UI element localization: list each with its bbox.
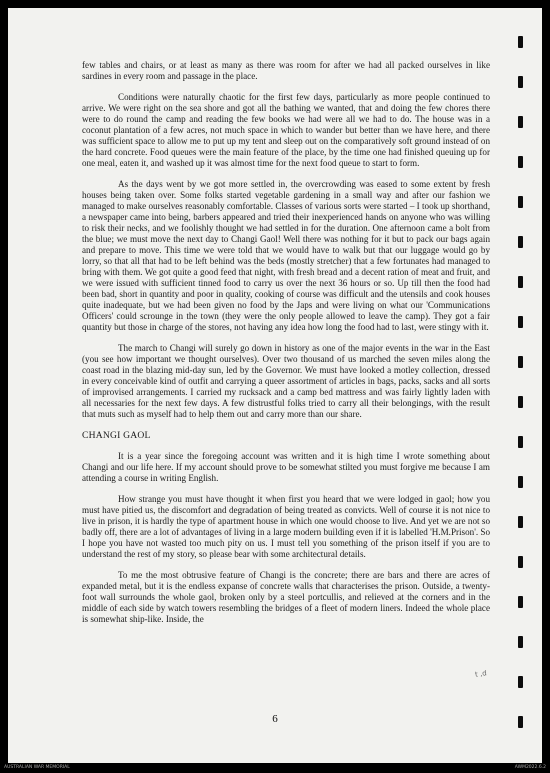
margin-note: t ,d <box>474 669 488 679</box>
archive-name: AUSTRALIAN WAR MEMORIAL <box>4 765 70 770</box>
paragraph-4: The march to Changi will surely go down in history as one of the major events in the war in the East (you see how important we thought ourselves). Over two thousand of us marched the seven miles along the coast road in the blazing mid-day sun, led by the Governor. We must have looked a motley collection, dressed in every conceivable kind of outfit and carrying a queer assortment of articles in bags, packs, sacks and all sorts of improvised arrangements. I carried my rucksack and a camp bed mattress and was fairly lightly laden with all necessaries for the next few days. A few distrustful folks tried to carry all their belongings, with the result that muts such as myself had to help them out and carry more than our share. <box>82 343 490 419</box>
binding-hole <box>518 156 523 168</box>
binding-hole <box>518 356 523 368</box>
section-heading: CHANGI GAOL <box>82 430 151 441</box>
binding-hole <box>518 196 523 208</box>
binding-hole <box>518 516 523 528</box>
page-number: 6 <box>272 713 278 725</box>
page-body <box>82 60 490 635</box>
paragraph-5: It is a year since the foregoing account was written and it is high time I wrote something about Changi and our life here. If my account should prove to be somewhat stilted you must forgive me because I am attending a course in writing English. <box>82 451 490 483</box>
paragraph-6: How strange you must have thought it when first you heard that we were lodged in gaol; how you must have pitied us, the discomfort and degradation of being treated as convicts. Well of course it is not nice to live in prison, it is hardly the type of apartment house in which one would choose to live. And yet we are not so badly off, there are a lot of advantages of living in a large modern building even if it is labelled 'H.M.Prison'. So I hope you have not wasted too much pity on us. I must tell you something of the prison itself if you are to understand the rest of my story, so please bear with some architectural details. <box>82 494 490 559</box>
binding-hole <box>518 236 523 248</box>
binding-hole <box>518 116 523 128</box>
binding-hole <box>518 676 523 688</box>
binding-hole <box>518 436 523 448</box>
binding-hole <box>518 556 523 568</box>
binding-hole <box>518 476 523 488</box>
paragraph-1: few tables and chairs, or at least as many as there was room for after we had all packed ourselves in like sardines in every room and passage in the place. <box>82 60 490 81</box>
binding-hole <box>518 76 523 88</box>
paragraph-7: To me the most obtrusive feature of Changi is the concrete; there are bars and there are acres of expanded metal, but it is the endless expanse of concrete walls that characterises the prison. Outside, a twenty-foot wall surrounds the whole gaol, broken only by a steel portcullis, and relieved at the corners and in the middle of each side by watch towers resembling the bridges of a fleet of modern liners. Indeed the whole place is somewhat ship-like. Inside, the <box>82 570 490 624</box>
binding-hole <box>518 316 523 328</box>
archive-reference: AWM2022.6.2 <box>514 765 546 770</box>
paragraph-2: Conditions were naturally chaotic for the first few days, particularly as more people continued to arrive. We were right on the sea shore and got all the bathing we wanted, that and doing the few chores there were to do round the camp and reading the few books we had were all we had to do. The house was in a coconut plantation of a few acres, not much space in which to wander but better than we have here, and there was sufficient space to allow me to put up my tent and sleep out on the comparatively soft ground instead of on the hard concrete. Food queues were the main feature of the place, by the time one had finished queuing up for one meal, eaten it, and washed up it was almost time for the next food queue to start to form. <box>82 92 490 168</box>
binding-hole <box>518 716 523 728</box>
binding-hole <box>518 636 523 648</box>
archive-footer <box>0 763 550 773</box>
binding-hole <box>518 36 523 48</box>
binding-hole <box>518 596 523 608</box>
binding-hole <box>518 396 523 408</box>
binding-hole <box>518 276 523 288</box>
binding-holes <box>518 26 524 746</box>
paragraph-3: As the days went by we got more settled in, the overcrowding was eased to some extent by fresh houses being taken over. Some folks started vegetable gardening in a small way and after our fashion we managed to make ourselves reasonably comfortable. Classes of various sorts were started – I took up shorthand, a newspaper came into being, barbers appeared and tried their inexperienced hands on anyone who was willing to risk their necks, and we foolishly thought we had settled in for the duration. One afternoon came a bolt from the blue; we must move the next day to Changi Gaol! Well there was nothing for it but to pack our bags again and prepare to move. This time we were told that we would have to walk but that our luggage would go by lorry, so that all that had to be left behind was the beds (mostly stretcher) that a few fortunates had managed to bring with them. We got quite a good feed that night, with fresh bread and a decent ration of meat and fruit, and we were issued with sufficient tinned food to carry us over the next 36 hours or so. Up till then the food had been bad, short in quantity and poor in quality, cooking of course was difficult and the utensils and cook houses quite inadequate, but we had been given no food by the Japs and were living on what our 'Communications Officers' could scrounge in the town (they were the only people allowed to leave the camp). They got a fair quantity but those in charge of the stores, not having any idea how long the food had to last, were stingy with it. <box>82 179 490 332</box>
document-page <box>8 8 542 763</box>
